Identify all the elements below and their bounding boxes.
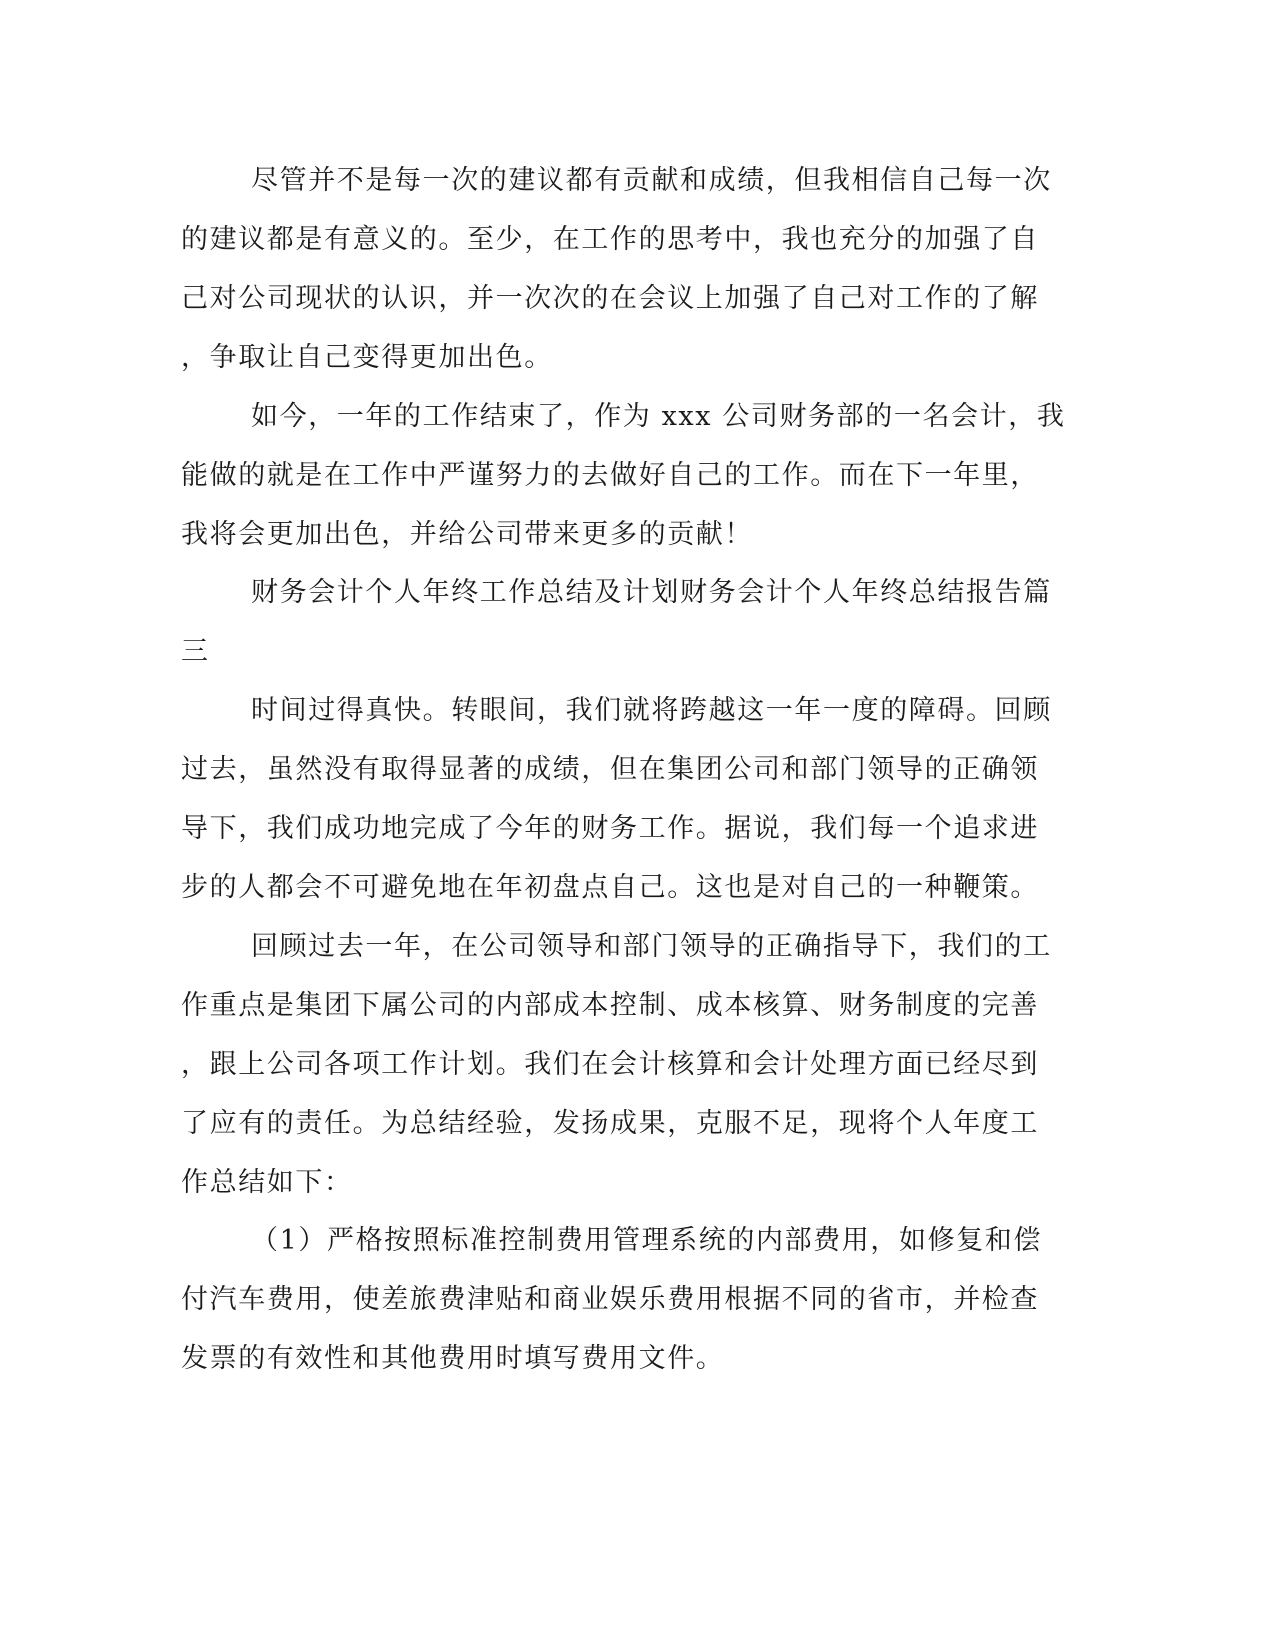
text-line-11: 过去，虽然没有取得显著的成绩，但在集团公司和部门领导的正确领 [181,754,1039,785]
text-line-6: 能做的就是在工作中严谨努力的去做好自己的工作。而在下一年里， [181,460,1039,491]
text-line-17: 了应有的责任。为总结经验，发扬成果，克服不足，现将个人年度工 [181,1108,1039,1139]
text-line-10: 时间过得真快。转眼间，我们就将跨越这一年一度的障碍。回顾 [251,695,1052,726]
text-line-3: 己对公司现状的认识，并一次次的在会议上加强了自己对工作的了解 [181,283,1039,314]
text-line-13: 步的人都会不可避免地在年初盘点自己。这也是对自己的一种鞭策。 [181,872,1039,903]
text-line-15: 作重点是集团下属公司的内部成本控制、成本核算、财务制度的完善 [181,990,1039,1021]
text-line-5: 如今，一年的工作结束了，作为 xxx 公司财务部的一名会计，我 [251,401,1066,432]
text-line-20: 付汽车费用，使差旅费津贴和商业娱乐费用根据不同的省市，并检查 [181,1284,1039,1315]
text-line-16: ，跟上公司各项工作计划。我们在会计核算和会计处理方面已经尽到 [181,1049,1039,1080]
text-line-4: ，争取让自己变得更加出色。 [181,342,553,373]
text-line-2: 的建议都是有意义的。至少，在工作的思考中，我也充分的加强了自 [181,224,1039,255]
text-line-18: 作总结如下： [181,1167,353,1198]
section-heading-line-2: 三 [181,636,210,667]
section-heading-line-1: 财务会计个人年终工作总结及计划财务会计个人年终总结报告篇 [251,577,1052,608]
text-line-7: 我将会更加出色，并给公司带来更多的贡献！ [181,519,753,550]
text-line-19: （1）严格按照标准控制费用管理系统的内部费用，如修复和偿 [251,1225,1042,1256]
text-line-21: 发票的有效性和其他费用时填写费用文件。 [181,1343,725,1374]
text-line-1: 尽管并不是每一次的建议都有贡献和成绩，但我相信自己每一次 [251,165,1052,196]
text-line-14: 回顾过去一年，在公司领导和部门领导的正确指导下，我们的工 [251,931,1052,962]
text-line-12: 导下，我们成功地完成了今年的财务工作。据说，我们每一个追求进 [181,813,1039,844]
